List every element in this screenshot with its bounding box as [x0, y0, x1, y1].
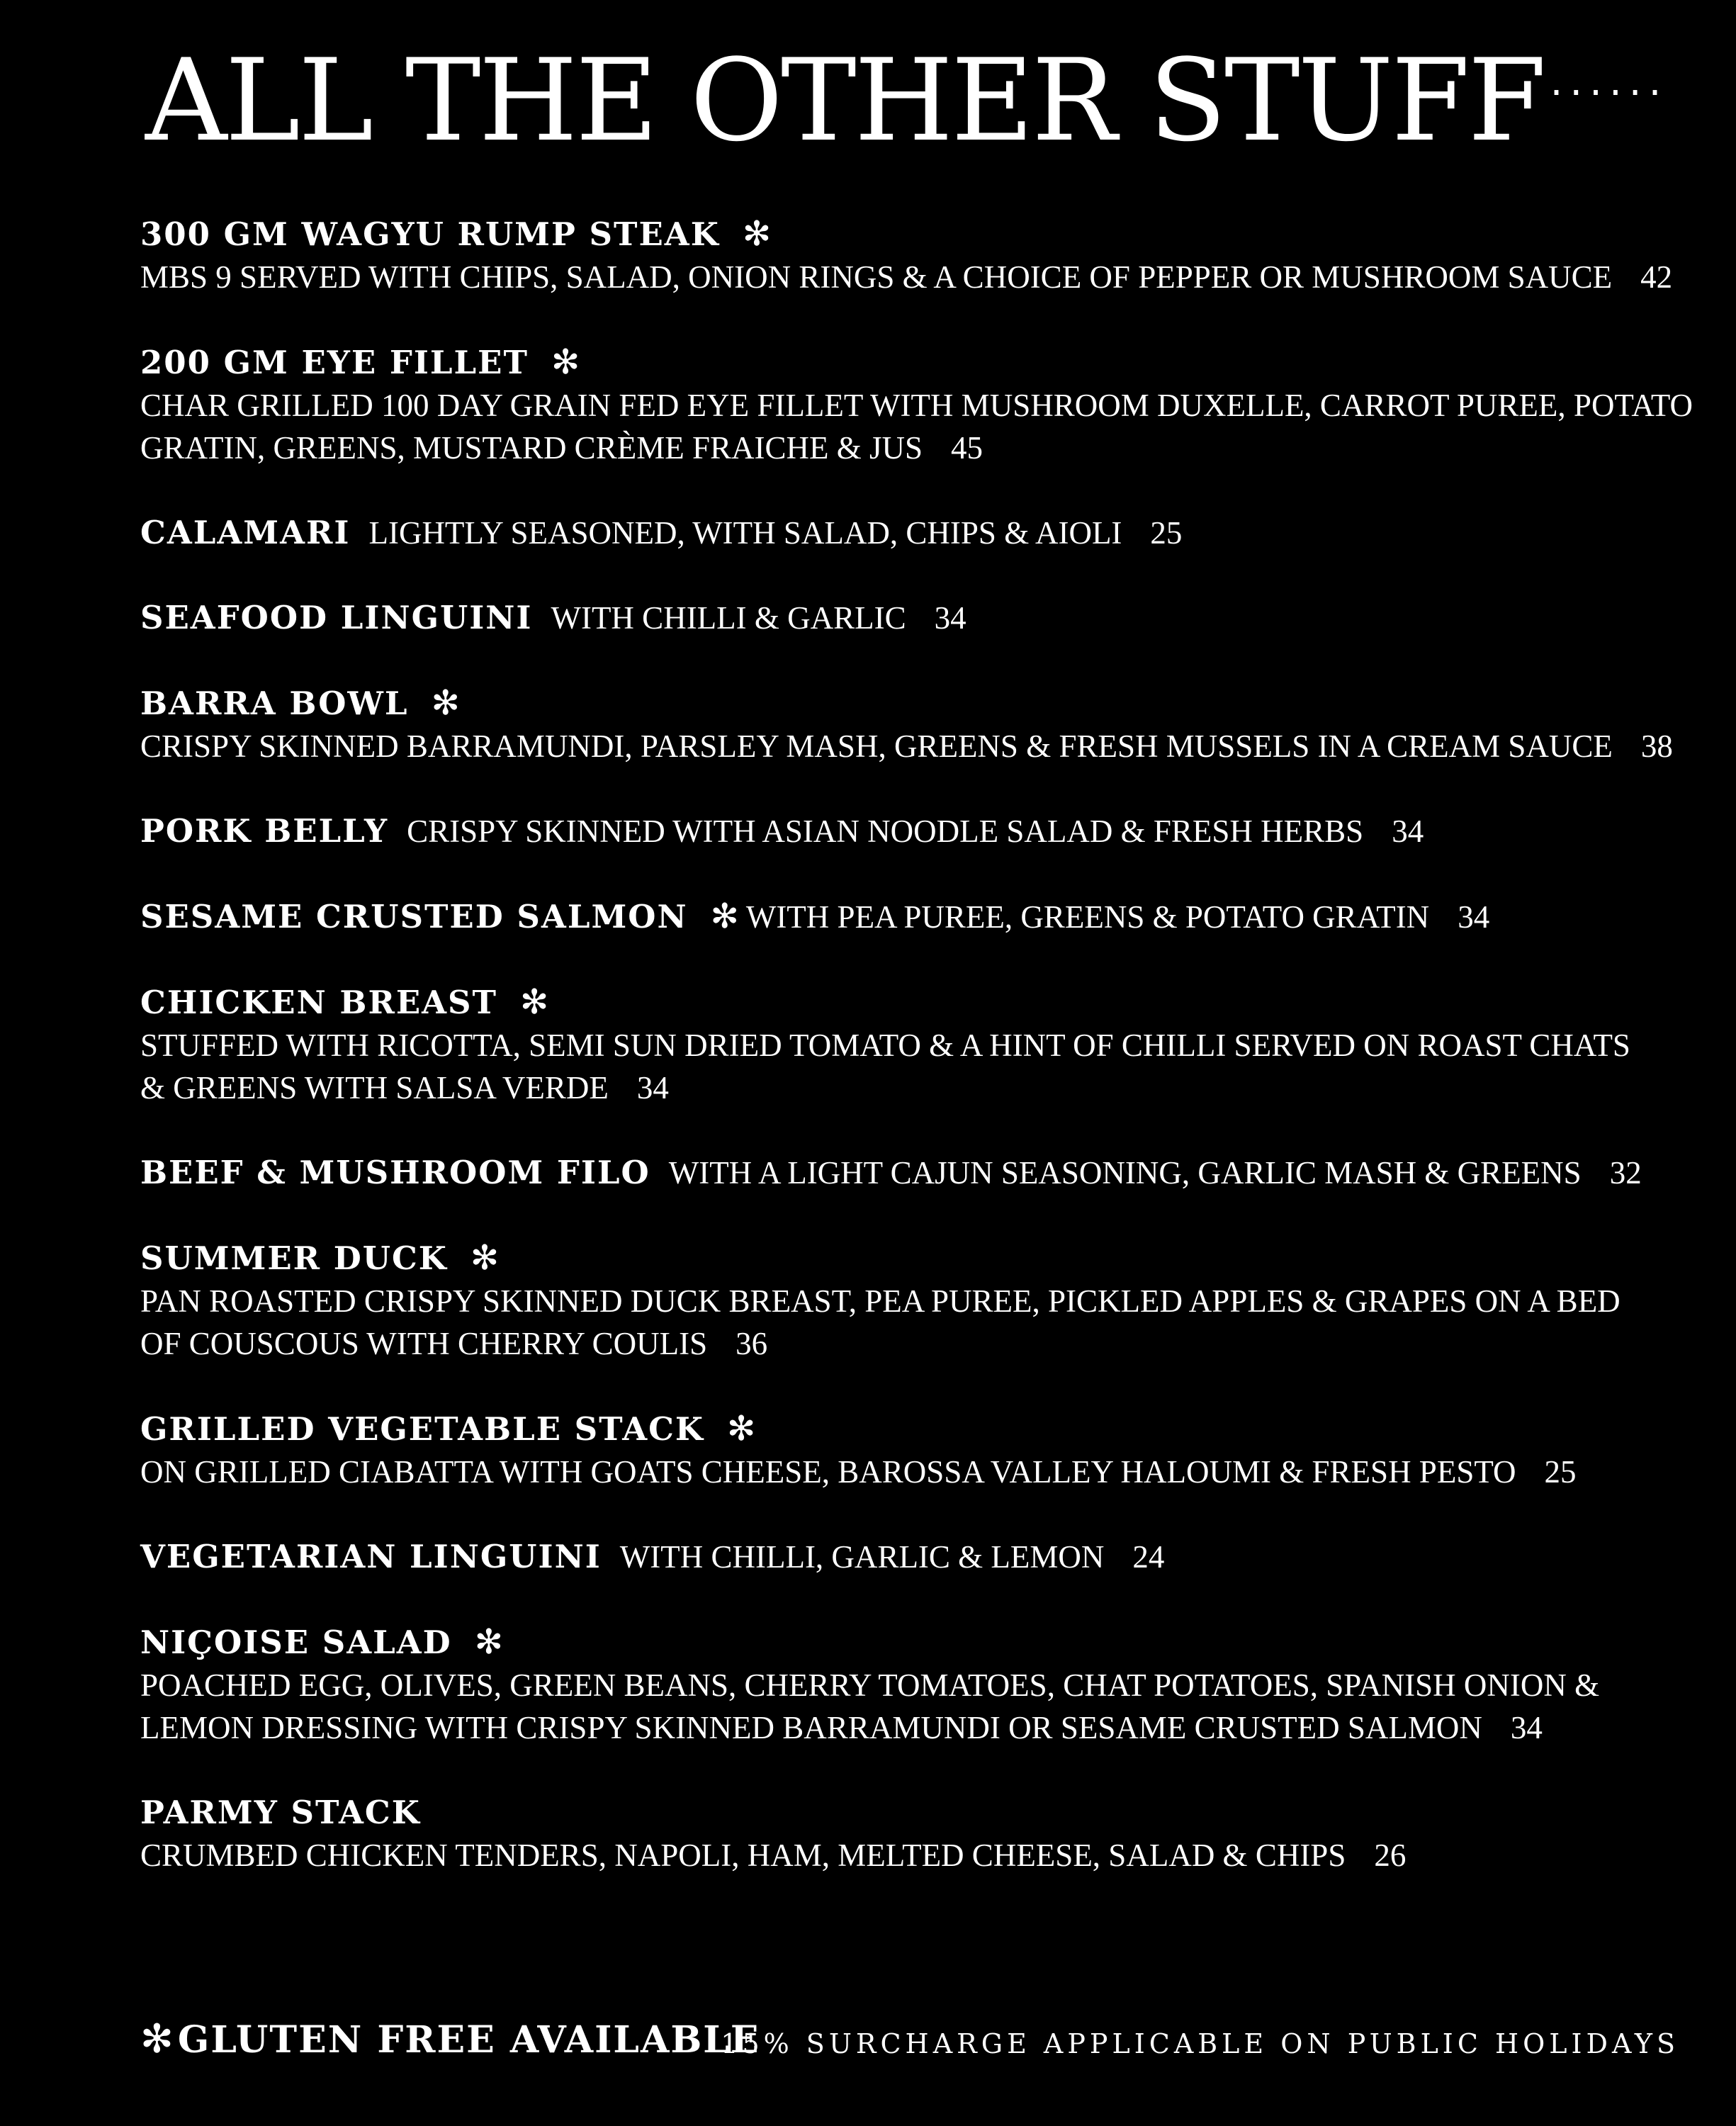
dish-description-text: CRUMBED CHICKEN TENDERS, NAPOLI, HAM, MELTED CHEESE, SALAD & CHIPS — [140, 1838, 1346, 1873]
menu-item — [140, 597, 1650, 639]
menu-item — [140, 682, 1673, 767]
gluten-free-icon: ✻ — [431, 683, 460, 723]
dish-description: WITH CHILLI, GARLIC & LEMON — [619, 1539, 1105, 1575]
menu-item — [140, 895, 1650, 938]
menu-item-line — [140, 1792, 1650, 1834]
dish-name: CHICKEN BREAST — [140, 984, 498, 1021]
dish-price: 25 — [1544, 1454, 1577, 1490]
menu-item-line — [140, 597, 1650, 639]
dish-price: 34 — [934, 600, 966, 636]
dish-name: SUMMER DUCK — [140, 1239, 448, 1277]
dish-name: SEAFOOD LINGUINI — [140, 599, 533, 636]
dish-description-text: OF COUSCOUS WITH CHERRY COULIS — [140, 1326, 708, 1361]
dish-price: 45 — [951, 430, 983, 466]
dish-description — [140, 1067, 1650, 1109]
menu-item-line — [140, 810, 1650, 853]
dish-description — [140, 1451, 1650, 1493]
gluten-free-icon: ✻ — [140, 2016, 175, 2062]
gluten-free-icon: ✻ — [520, 982, 549, 1022]
dish-description: WITH A LIGHT CAJUN SEASONING, GARLIC MASH & GREENS — [668, 1155, 1582, 1191]
dish-description: WITH CHILLI & GARLIC — [551, 600, 906, 636]
menu-item-line — [140, 1407, 1650, 1451]
surcharge-note: 15% SURCHARGE APPLICABLE ON PUBLIC HOLIDAYS — [721, 2028, 1679, 2059]
dish-description-text: CRISPY SKINNED BARRAMUNDI, PARSLEY MASH, GREENS & FRESH MUSSELS IN A CREAM SAUCE — [140, 729, 1613, 764]
menu-item — [140, 1407, 1650, 1493]
dish-description-text: MBS 9 SERVED WITH CHIPS, SALAD, ONION RINGS & A CHOICE OF PEPPER OR MUSHROOM SAUCE — [140, 259, 1613, 295]
dish-description-text: GRATIN, GREENS, MUSTARD CRÈME FRAICHE & JUS — [140, 430, 923, 466]
menu-item — [140, 981, 1650, 1109]
title-dots: ······ — [1550, 70, 1669, 116]
dish-name: VEGETARIAN LINGUINI — [140, 1538, 602, 1575]
dish-description: CRISPY SKINNED WITH ASIAN NOODLE SALAD & FRESH HERBS — [407, 814, 1364, 849]
dish-name: PORK BELLY — [140, 812, 389, 850]
dish-description — [140, 1834, 1650, 1877]
gluten-free-icon: ✻ — [742, 214, 772, 254]
dish-price: 38 — [1640, 729, 1673, 764]
menu-item — [140, 1152, 1650, 1194]
dish-price: 34 — [636, 1070, 669, 1106]
dish-name: 300 GM WAGYU RUMP STEAK — [140, 215, 720, 253]
dish-name: NIÇOISE SALAD — [140, 1624, 452, 1661]
dish-price: 24 — [1132, 1539, 1165, 1575]
gluten-free-note — [140, 2016, 760, 2062]
menu-item-line — [140, 1621, 1650, 1664]
menu-item-line — [140, 341, 1650, 384]
gluten-free-icon: ✻ — [474, 1622, 503, 1662]
dish-description — [140, 1664, 1650, 1706]
menu-item-line — [140, 512, 1650, 554]
dish-price: 26 — [1374, 1838, 1407, 1873]
menu-item-line — [140, 1536, 1650, 1578]
dish-name: 200 GM EYE FILLET — [140, 344, 529, 381]
dish-description-text: LEMON DRESSING WITH CRISPY SKINNED BARRAMUNDI OR SESAME CRUSTED SALMON — [140, 1710, 1482, 1745]
dish-description-text: STUFFED WITH RICOTTA, SEMI SUN DRIED TOMATO & A HINT OF CHILLI SERVED ON ROAST CHATS — [140, 1028, 1630, 1063]
menu-item-line — [140, 682, 1650, 725]
dish-description-text: POACHED EGG, OLIVES, GREEN BEANS, CHERRY TOMATOES, CHAT POTATOES, SPANISH ONION & — [140, 1667, 1600, 1703]
dish-description — [140, 1322, 1650, 1365]
menu-item — [140, 810, 1650, 853]
menu-item — [140, 512, 1650, 554]
dish-price: 36 — [735, 1326, 768, 1361]
gluten-free-label: GLUTEN FREE AVAILABLE — [177, 2018, 760, 2062]
gluten-free-icon: ✻ — [710, 896, 739, 936]
dish-price: 25 — [1150, 515, 1183, 551]
dish-description — [140, 1706, 1650, 1749]
page-title: ALL THE OTHER STUFF — [145, 34, 1545, 167]
gluten-free-icon: ✻ — [470, 1238, 500, 1278]
menu-item — [140, 1621, 1650, 1749]
menu-item — [140, 341, 1693, 469]
dish-description — [140, 1024, 1650, 1067]
dish-name: BARRA BOWL — [140, 685, 409, 722]
dish-price: 34 — [1510, 1710, 1543, 1745]
menu-item-line — [140, 213, 1650, 256]
dish-description — [140, 725, 1673, 767]
dish-description — [140, 256, 1673, 298]
menu-item — [140, 1536, 1650, 1578]
dish-description — [140, 427, 1650, 469]
menu-item — [140, 213, 1673, 298]
menu-header — [145, 34, 1669, 167]
menu-item — [140, 1237, 1650, 1365]
dish-description-text: ON GRILLED CIABATTA WITH GOATS CHEESE, BAROSSA VALLEY HALOUMI & FRESH PESTO — [140, 1454, 1516, 1490]
dish-description-text: PAN ROASTED CRISPY SKINNED DUCK BREAST, PEA PUREE, PICKLED APPLES & GRAPES ON A BED — [140, 1283, 1621, 1319]
menu-list — [140, 213, 1693, 1919]
dish-price: 32 — [1609, 1155, 1642, 1191]
gluten-free-icon: ✻ — [551, 342, 580, 382]
menu-item-line — [140, 1237, 1650, 1280]
dish-price: 34 — [1458, 899, 1490, 935]
dish-name: SESAME CRUSTED SALMON — [140, 898, 688, 935]
dish-description-text: CHAR GRILLED 100 DAY GRAIN FED EYE FILLET WITH MUSHROOM DUXELLE, CARROT PUREE, POTATO — [140, 388, 1693, 423]
dish-description — [140, 1280, 1650, 1322]
menu-item-line — [140, 895, 1650, 938]
menu-item — [140, 1792, 1650, 1877]
dish-name: PARMY STACK — [140, 1794, 421, 1831]
dish-description — [140, 384, 1693, 427]
gluten-free-icon: ✻ — [727, 1409, 756, 1449]
dish-name: GRILLED VEGETABLE STACK — [140, 1410, 705, 1448]
dish-name: BEEF & MUSHROOM FILO — [140, 1154, 650, 1191]
menu-item-line — [140, 981, 1650, 1024]
dish-description: LIGHTLY SEASONED, WITH SALAD, CHIPS & AIOLI — [368, 515, 1122, 551]
dish-price: 34 — [1392, 814, 1424, 849]
dish-price: 42 — [1640, 259, 1673, 295]
menu-item-line — [140, 1152, 1650, 1194]
dish-name: CALAMARI — [140, 514, 351, 551]
dish-description: WITH PEA PUREE, GREENS & POTATO GRATIN — [745, 899, 1430, 935]
dish-description-text: & GREENS WITH SALSA VERDE — [140, 1070, 609, 1106]
